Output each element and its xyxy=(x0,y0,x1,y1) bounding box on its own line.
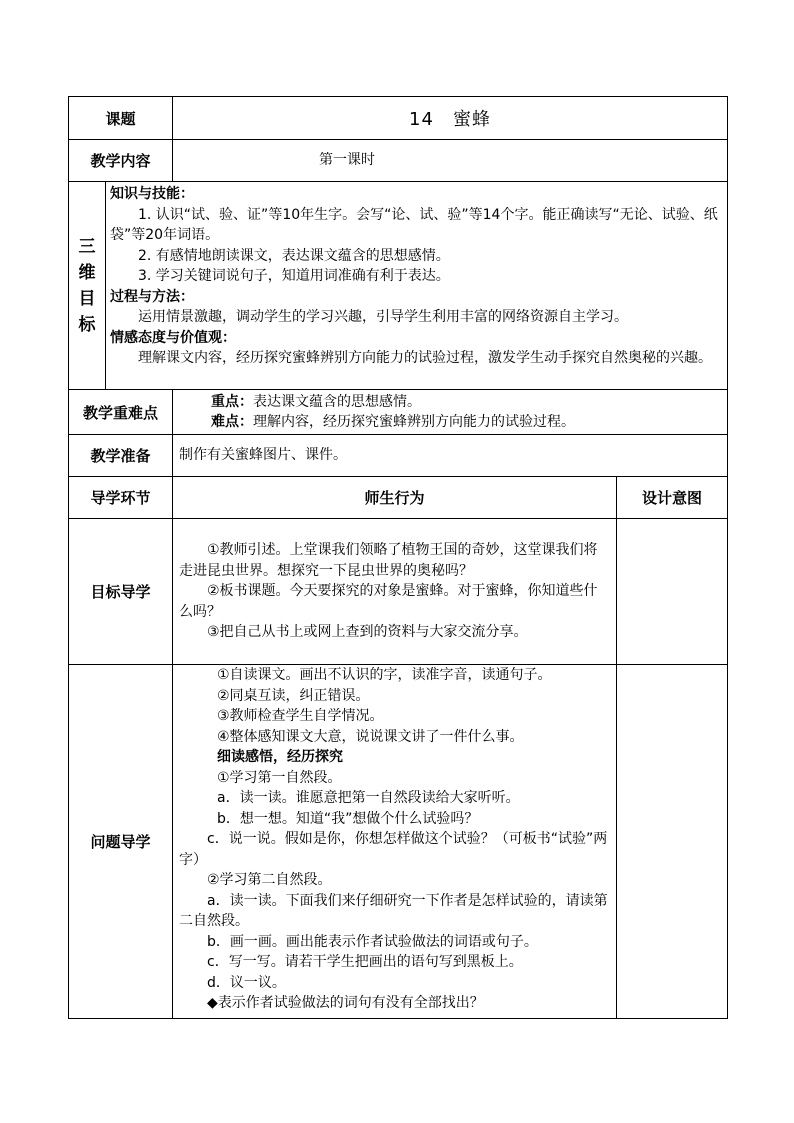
emotion-heading: 情感态度与价值观： xyxy=(110,329,236,346)
activity-line: ◆表示作者试验做法的词句有没有全部找出？ xyxy=(207,995,484,1011)
knowledge-item: 1. 认识“试、验、证”等10年生字。会写“论、试、验”等14个字。能正确读写“无论、试验、纸袋”等20年词语。 xyxy=(110,206,718,243)
column-header-row xyxy=(69,477,728,519)
title-label: 课题 xyxy=(69,97,173,140)
knowledge-item: 2. 有感情地朗读课文，表达课文蕴含的思想感情。 xyxy=(138,247,450,264)
activity-line: c．说一说。假如是你，你想怎样做这个试验？（可板书“试验”两字） xyxy=(179,831,608,868)
key-points-label: 教学重难点 xyxy=(69,390,173,435)
content-row xyxy=(69,140,728,182)
column-header-activity: 师生行为 xyxy=(173,477,617,519)
stage-goal-intent xyxy=(617,519,728,665)
difficulty-text: 理解内容，经历探究蜜蜂辨别方向能力的试验过程。 xyxy=(253,414,575,430)
activity-line: b．画一画。画出能表示作者试验做法的词语或句子。 xyxy=(207,933,538,950)
activity-line: ③教师检查学生自学情况。 xyxy=(217,708,384,724)
title-row xyxy=(69,97,728,140)
activity-line: a．读一读。下面我们来仔细研究一下作者是怎样试验的，请读第二自然段。 xyxy=(179,892,608,929)
focus-label: 重点： xyxy=(211,393,253,410)
activity-line: ①教师引述。上堂课我们领略了植物王国的奇妙，这堂课我们将走进昆虫世界。想探究一下昆虫世界的奥秘吗？ xyxy=(179,542,598,579)
goals-char: 三 xyxy=(78,236,96,257)
goals-char: 维 xyxy=(78,262,96,283)
activity-subheading: 细读感悟，经历探究 xyxy=(217,749,343,765)
activity-line: ②同桌互读，纠正错误。 xyxy=(217,687,370,704)
activity-line: d．议一议。 xyxy=(207,974,286,991)
key-points-content xyxy=(173,390,728,435)
emotion-text: 理解课文内容，经历探究蜜蜂辨别方向能力的试验过程，激发学生动手探究自然奥秘的兴趣。 xyxy=(138,350,712,366)
activity-line: a．读一读。谁愿意把第一自然段读给大家听听。 xyxy=(217,790,520,806)
focus-text: 表达课文蕴含的思想感情。 xyxy=(253,393,421,410)
stage-problem-row xyxy=(69,665,728,1019)
knowledge-item: 3. 学习关键词说句子，知道用词准确有利于表达。 xyxy=(138,268,450,284)
goals-char: 标 xyxy=(78,314,96,335)
preparation-label: 教学准备 xyxy=(69,435,173,477)
activity-line: ②学习第二自然段。 xyxy=(207,872,332,888)
stage-goal-content xyxy=(173,519,617,665)
stage-problem-label: 问题导学 xyxy=(69,665,173,1019)
process-heading: 过程与方法： xyxy=(110,288,194,305)
activity-line: ①自读课文。画出不认识的字，读准字音，读通句子。 xyxy=(217,667,552,683)
preparation-text: 制作有关蜜蜂图片、课件。 xyxy=(173,435,728,477)
preparation-row xyxy=(69,435,728,477)
stage-problem-content xyxy=(173,665,617,1019)
process-text: 运用情景激趣，调动学生的学习兴趣，引导学生利用丰富的网络资源自主学习。 xyxy=(138,309,628,325)
stage-goal-row xyxy=(69,519,728,665)
column-header-stage: 导学环节 xyxy=(69,477,173,519)
activity-line: b．想一想。知道“我”想做个什么试验吗？ xyxy=(217,810,479,827)
goals-vertical-label xyxy=(69,182,106,389)
content-value: 第一课时 xyxy=(173,140,728,182)
activity-line: ④整体感知课文大意，说说课文讲了一件什么事。 xyxy=(217,728,524,745)
goals-char: 目 xyxy=(78,288,96,309)
activity-line: c．写一写。请若干学生把画出的语句写到黑板上。 xyxy=(207,954,523,970)
goals-row xyxy=(69,182,728,390)
activity-line: ①学习第一自然段。 xyxy=(217,769,342,786)
activity-line: ③把自己从书上或网上查到的资料与大家交流分享。 xyxy=(207,624,528,641)
lesson-plan-table xyxy=(68,96,728,1019)
column-header-intent: 设计意图 xyxy=(617,477,728,519)
goals-content xyxy=(106,182,727,389)
content-label: 教学内容 xyxy=(69,140,173,182)
difficulty-label: 难点： xyxy=(211,414,253,430)
lesson-title: 14 蜜蜂 xyxy=(173,97,728,140)
activity-line: ②板书课题。今天要探究的对象是蜜蜂。对于蜜蜂，你知道些什么吗？ xyxy=(179,583,598,620)
key-points-row xyxy=(69,390,728,435)
stage-goal-label: 目标导学 xyxy=(69,519,173,665)
stage-problem-intent xyxy=(617,665,728,1019)
knowledge-heading: 知识与技能： xyxy=(110,186,194,202)
